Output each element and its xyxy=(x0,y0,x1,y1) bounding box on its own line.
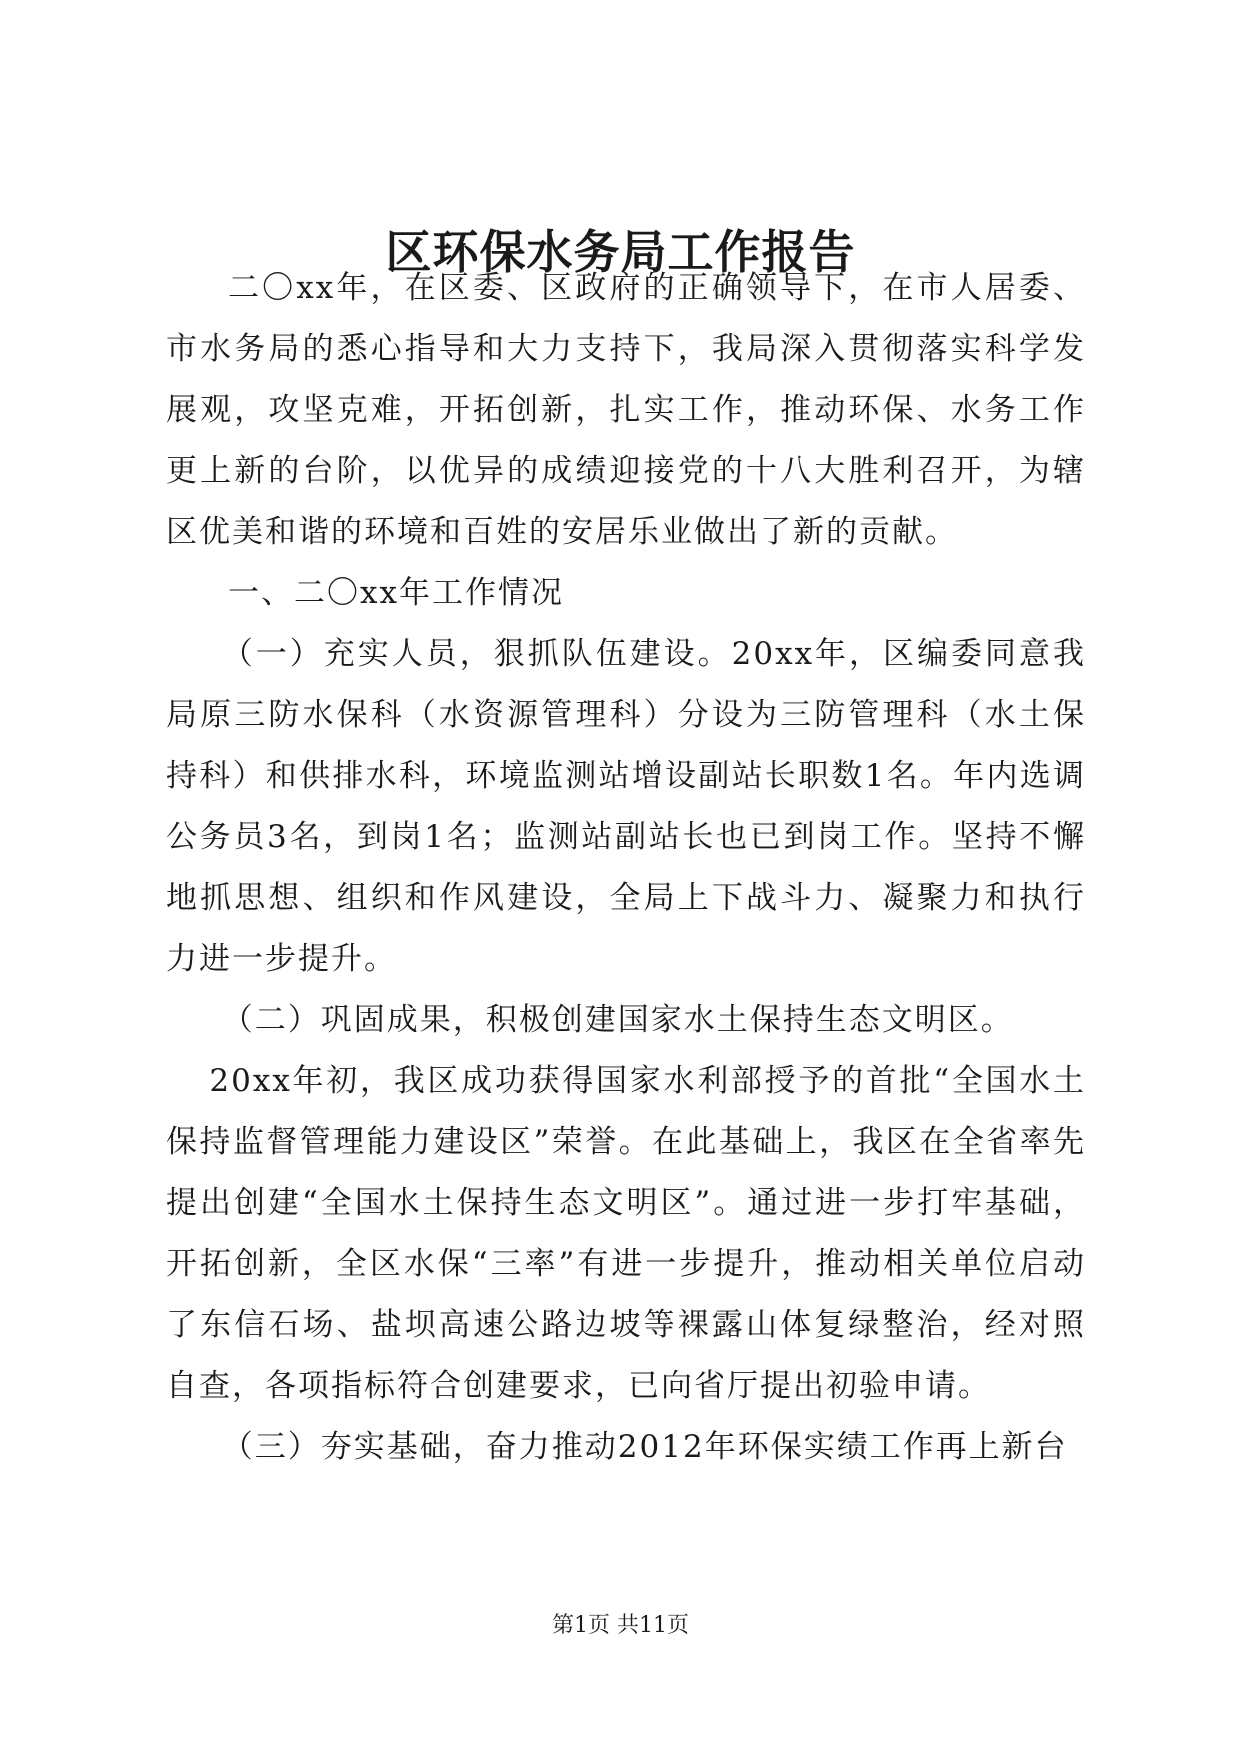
section-heading-1: 一、二〇xx年工作情况 xyxy=(228,575,564,611)
paragraph-intro: 二〇xx年，在区委、区政府的正确领导下，在市人居委、市水务局的悉心指导和大力支持下，我局深入贯彻落实科学发展观，攻坚克难，开拓创新，扎实工作，推动环保、水务工作更上新的台阶，以优异的成绩迎接党的十八大胜利召开，为辖区优美和谐的环境和百姓的安居乐业做出了新的贡献。 xyxy=(166,270,1086,550)
paragraph-subsection-3: （三）夯实基础，奋力推动2012年环保实绩工作再上新台 xyxy=(221,1429,1068,1465)
paragraph-subsection-1: （一）充实人员，狠抓队伍建设。20xx年，区编委同意我局原三防水保科（水资源管理科）分设为三防管理科（水土保持科）和供排水科，环境监测站增设副站长职数1名。年内选调公务员3名，到岗1名；监测站副站长也已到岗工作。坚持不懈地抓思想、组织和作风建设，全局上下战斗力、凝聚力和执行力进一步提升。 xyxy=(166,636,1086,977)
document-title: 区环保水务局工作报告 xyxy=(385,225,856,279)
paragraph-subsection-2-body: 20xx年初，我区成功获得国家水利部授予的首批“全国水土保持监督管理能力建设区”荣誉。在此基础上，我区在全省率先提出创建“全国水土保持生态文明区”。通过进一步打牢基础，开拓创新，全区水保“三率”有进一步提升，推动相关单位启动了东信石场、盐坝高速公路边坡等裸露山体复绿整治，经对照自查，各项指标符合创建要求，已向省厅提出初验申请。 xyxy=(166,1063,1086,1404)
page-footer: 第1页 共11页 xyxy=(552,1613,689,1638)
document-body xyxy=(166,258,1086,1478)
paragraph-subsection-2-heading: （二）巩固成果，积极创建国家水土保持生态文明区。 xyxy=(221,1002,1014,1038)
